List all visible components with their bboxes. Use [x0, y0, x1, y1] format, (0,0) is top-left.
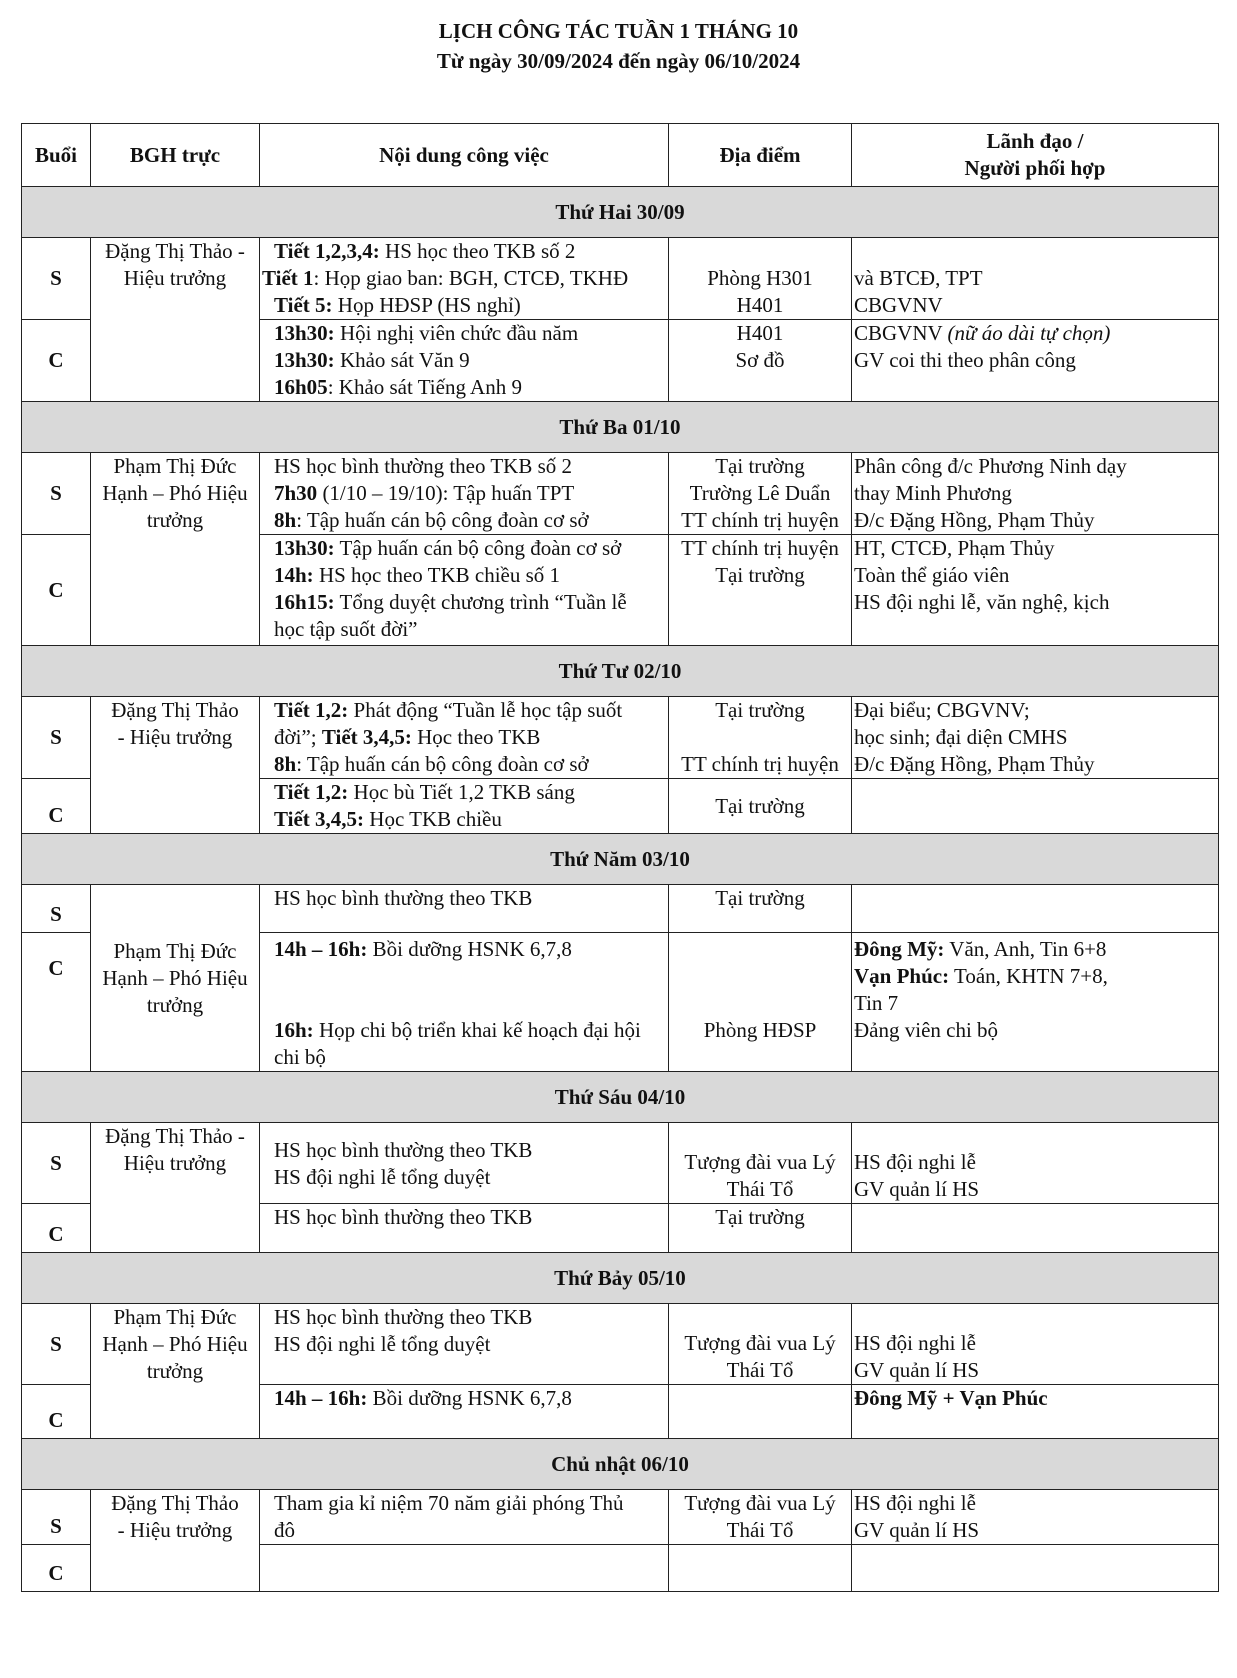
duty-leader: Phạm Thị Đức Hạnh – Phó Hiệu trưởng	[91, 453, 260, 646]
task-content: 13h30: Hội nghị viên chức đầu năm 13h30: Khảo sát Văn 9 16h05: Khảo sát Tiếng Anh 9	[260, 320, 669, 402]
location: Tượng đài vua Lý Thái Tổ	[669, 1490, 852, 1545]
session-afternoon: C	[22, 320, 91, 402]
coordinator: CBGVNV (nữ áo dài tự chọn) GV coi thi theo phân công	[852, 320, 1219, 402]
session-afternoon: C	[22, 1385, 91, 1439]
day-header-tuesday: Thứ Ba 01/10	[22, 402, 1219, 453]
task-content: HS học bình thường theo TKB	[260, 885, 669, 933]
duty-leader: Đặng Thị Thảo - Hiệu trưởng	[91, 697, 260, 834]
col-header-buoi: Buổi	[22, 124, 91, 187]
duty-leader: Đặng Thị Thảo - Hiệu trưởng	[91, 1490, 260, 1592]
page-title: LỊCH CÔNG TÁC TUẦN 1 THÁNG 10	[438, 19, 799, 43]
task-content: 14h – 16h: Bồi dưỡng HSNK 6,7,8	[260, 1385, 669, 1439]
day-header-monday: Thứ Hai 30/09	[22, 187, 1219, 238]
session-morning: S	[22, 697, 91, 779]
location: Tại trường TT chính trị huyện	[669, 697, 852, 779]
task-content	[260, 1545, 669, 1592]
location: Phòng H301 H401	[669, 238, 852, 320]
location	[669, 1385, 852, 1439]
location: Tại trường	[669, 779, 852, 834]
session-morning: S	[22, 1123, 91, 1204]
task-content: 13h30: Tập huấn cán bộ công đoàn cơ sở 14h: HS học theo TKB chiều số 1 16h15: Tổng duyệt chương trình “Tuần lễ học tập suốt đời”	[260, 535, 669, 646]
table-header-row	[22, 124, 1219, 187]
session-morning: S	[22, 885, 91, 933]
coordinator	[852, 1204, 1219, 1253]
coordinator: HS đội nghi lễ GV quản lí HS	[852, 1123, 1219, 1204]
day-header-wednesday: Thứ Tư 02/10	[22, 646, 1219, 697]
document-header	[0, 16, 1237, 76]
coordinator: HT, CTCĐ, Phạm Thủy Toàn thể giáo viên HS đội nghi lễ, văn nghệ, kịch	[852, 535, 1219, 646]
table-row	[22, 1304, 1219, 1385]
coordinator: và BTCĐ, TPT CBGVNV	[852, 238, 1219, 320]
coordinator: Đại biểu; CBGVNV; học sinh; đại diện CMHS Đ/c Đặng Hồng, Phạm Thủy	[852, 697, 1219, 779]
table-row	[22, 453, 1219, 535]
coordinator: HS đội nghi lễ GV quản lí HS	[852, 1490, 1219, 1545]
session-morning: S	[22, 1490, 91, 1545]
location: TT chính trị huyện Tại trường	[669, 535, 852, 646]
table-row	[22, 885, 1219, 933]
col-header-noidung: Nội dung công việc	[260, 124, 669, 187]
location: Tại trường	[669, 1204, 852, 1253]
coordinator: Đông Mỹ + Vạn Phúc	[852, 1385, 1219, 1439]
location: Tại trường Trường Lê Duẩn TT chính trị huyện	[669, 453, 852, 535]
coordinator: Đông Mỹ: Văn, Anh, Tin 6+8 Vạn Phúc: Toán, KHTN 7+8, Tin 7 Đảng viên chi bộ	[852, 933, 1219, 1072]
location: Phòng HĐSP	[669, 933, 852, 1072]
session-afternoon: C	[22, 779, 91, 834]
location: Tượng đài vua Lý Thái Tổ	[669, 1304, 852, 1385]
duty-leader: Đặng Thị Thảo - Hiệu trưởng	[91, 1123, 260, 1253]
session-afternoon: C	[22, 933, 91, 1072]
location	[669, 1545, 852, 1592]
session-morning: S	[22, 453, 91, 535]
session-morning: S	[22, 238, 91, 320]
session-afternoon: C	[22, 535, 91, 646]
session-afternoon: C	[22, 1545, 91, 1592]
location: H401 Sơ đồ	[669, 320, 852, 402]
location: Tượng đài vua Lý Thái Tổ	[669, 1123, 852, 1204]
task-content: HS học bình thường theo TKB HS đội nghi lễ tổng duyệt	[260, 1304, 669, 1385]
coordinator	[852, 1545, 1219, 1592]
coordinator	[852, 885, 1219, 933]
schedule-table	[21, 123, 1219, 1592]
task-content: Tham gia kỉ niệm 70 năm giải phóng Thủ đô	[260, 1490, 669, 1545]
col-header-diadiem: Địa điểm	[669, 124, 852, 187]
duty-leader: Phạm Thị Đức Hạnh – Phó Hiệu trưởng	[91, 1304, 260, 1439]
location: Tại trường	[669, 885, 852, 933]
coordinator: Phân công đ/c Phương Ninh dạy thay Minh Phương Đ/c Đặng Hồng, Phạm Thủy	[852, 453, 1219, 535]
task-content: HS học bình thường theo TKB số 2 7h30 (1/10 – 19/10): Tập huấn TPT 8h: Tập huấn cán bộ công đoàn cơ sở	[260, 453, 669, 535]
task-content: Tiết 1,2,3,4: HS học theo TKB số 2 Tiết 1: Họp giao ban: BGH, CTCĐ, TKHĐ Tiết 5: Họp HĐSP (HS nghỉ)	[260, 238, 669, 320]
table-row	[22, 1123, 1219, 1204]
table-row	[22, 697, 1219, 779]
day-header-thursday: Thứ Năm 03/10	[22, 834, 1219, 885]
page-subtitle: Từ ngày 30/09/2024 đến ngày 06/10/2024	[436, 49, 801, 73]
day-header-sunday: Chủ nhật 06/10	[22, 1439, 1219, 1490]
task-content: HS học bình thường theo TKB HS đội nghi lễ tổng duyệt	[260, 1123, 669, 1204]
coordinator: HS đội nghi lễ GV quản lí HS	[852, 1304, 1219, 1385]
task-content: 14h – 16h: Bồi dưỡng HSNK 6,7,8 16h: Họp chi bộ triển khai kế hoạch đại hội chi bộ	[260, 933, 669, 1072]
day-header-friday: Thứ Sáu 04/10	[22, 1072, 1219, 1123]
col-header-lanhdao: Lãnh đạo / Người phối hợp	[852, 124, 1219, 187]
duty-leader: Phạm Thị Đức Hạnh – Phó Hiệu trưởng	[91, 885, 260, 1072]
task-content: Tiết 1,2: Phát động “Tuần lễ học tập suốt đời”; Tiết 3,4,5: Học theo TKB 8h: Tập huấn cán bộ công đoàn cơ sở	[260, 697, 669, 779]
session-morning: S	[22, 1304, 91, 1385]
day-header-saturday: Thứ Bảy 05/10	[22, 1253, 1219, 1304]
col-header-bgh: BGH trực	[91, 124, 260, 187]
coordinator	[852, 779, 1219, 834]
task-content: HS học bình thường theo TKB	[260, 1204, 669, 1253]
duty-leader: Đặng Thị Thảo - Hiệu trưởng	[91, 238, 260, 402]
table-row	[22, 1490, 1219, 1545]
task-content: Tiết 1,2: Học bù Tiết 1,2 TKB sáng Tiết 3,4,5: Học TKB chiều	[260, 779, 669, 834]
session-afternoon: C	[22, 1204, 91, 1253]
table-row	[22, 238, 1219, 320]
